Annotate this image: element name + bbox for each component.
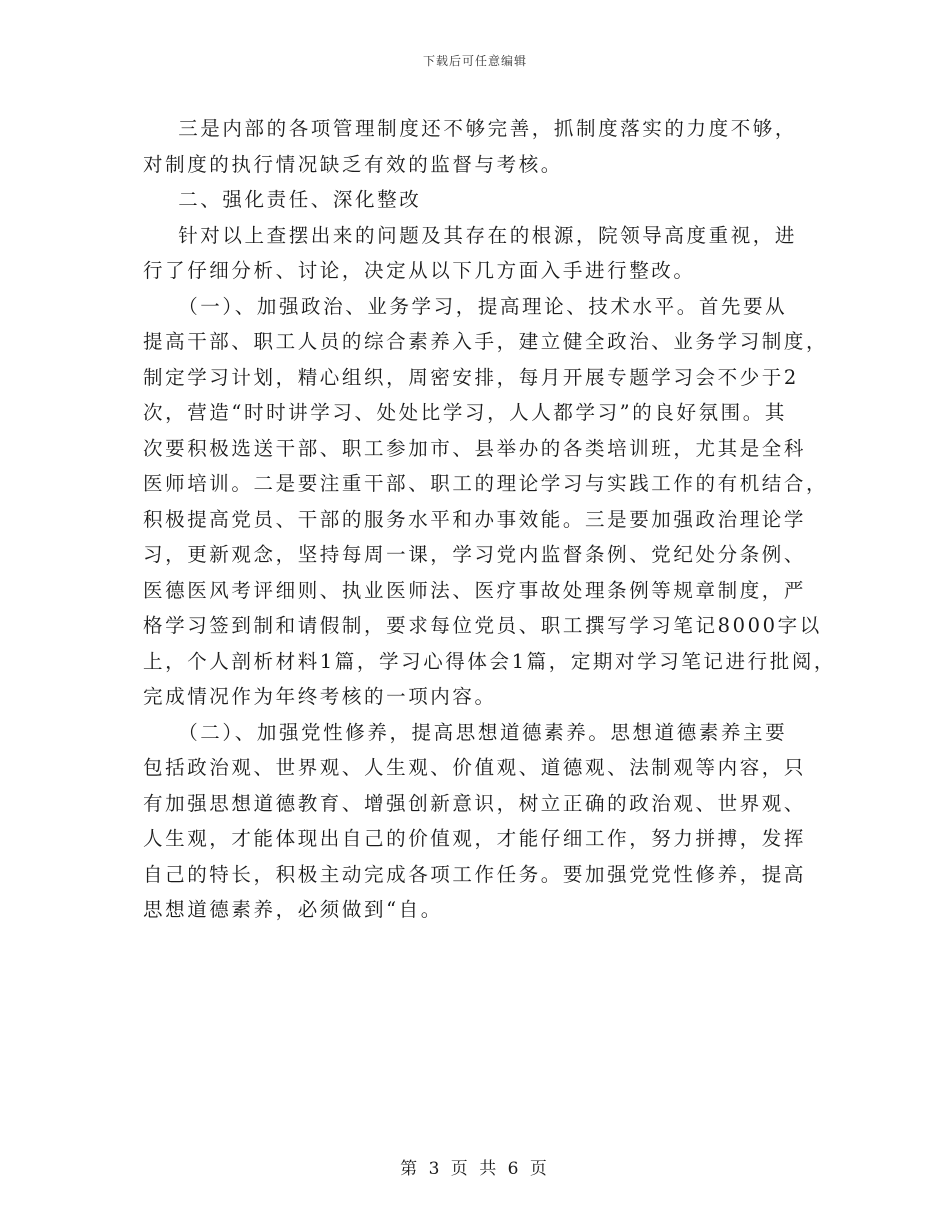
body-line: 三是内部的各项管理制度还不够完善，抓制度落实的力度不够， (143, 117, 797, 140)
body-line: 习，更新观念，坚持每周一课，学习党内监督条例、党纪处分条例、 (143, 543, 807, 566)
body-line: 积极提高党员、干部的服务水平和办事效能。三是要加强政治理论学 (143, 507, 807, 531)
page-number: 第 3 页 共 6 页 (400, 1159, 550, 1179)
body-line: 人生观，才能体现出自己的价值观，才能仔细工作，努力拼搏，发挥 (143, 827, 807, 850)
body-line: 次，营造“时时讲学习、处处比学习，人人都学习”的良好氛围。其 (143, 401, 787, 424)
page-header-note: 下载后可任意编辑 (422, 54, 527, 68)
body-line: 针对以上查摆出来的问题及其存在的根源，院领导高度重视，进 (143, 223, 797, 247)
body-line: 医师培训。二是要注重干部、职工的理论学习与实践工作的有机结合， (143, 472, 829, 495)
body-line: 次要积极选送干部、职工参加市、县举办的各类培训班，尤其是全科 (143, 436, 807, 460)
body-line: 思想道德素养，必须做到“自。 (143, 898, 443, 921)
body-line: 对制度的执行情况缺乏有效的监督与考核。 (143, 152, 563, 176)
body-line: 完成情况作为年终考核的一项内容。 (143, 685, 497, 708)
body-line: 包括政治观、世界观、人生观、价值观、道德观、法制观等内容，只 (143, 756, 807, 779)
body-line: 有加强思想道德教育、增强创新意识，树立正确的政治观、世界观、 (143, 791, 807, 815)
body-line: 行了仔细分析、讨论，决定从以下几方面入手进行整改。 (143, 259, 696, 282)
body-line: 上，个人剖析材料1篇，学习心得体会1篇，定期对学习笔记进行批阅， (143, 649, 837, 673)
body-line: 提高干部、职工人员的综合素养入手，建立健全政治、业务学习制度， (143, 330, 829, 353)
section-heading: 二、强化责任、深化整改 (143, 188, 422, 211)
body-line: 制定学习计划，精心组织，周密安排，每月开展专题学习会不少于2 (143, 365, 799, 389)
document-body (143, 111, 837, 928)
body-line: 格学习签到制和请假制，要求每位党员、职工撰写学习笔记8000字以 (143, 614, 822, 637)
body-line: （一）、加强政治、业务学习，提高理论、技术水平。首先要从 (143, 294, 788, 318)
body-line: 医德医风考评细则、执业医师法、医疗事故处理条例等规章制度，严 (143, 578, 807, 602)
body-line: （二）、加强党性修养，提高思想道德素养。思想道德素养主要 (143, 720, 788, 744)
body-line: 自己的特长，积极主动完成各项工作任务。要加强党党性修养，提高 (143, 862, 807, 886)
